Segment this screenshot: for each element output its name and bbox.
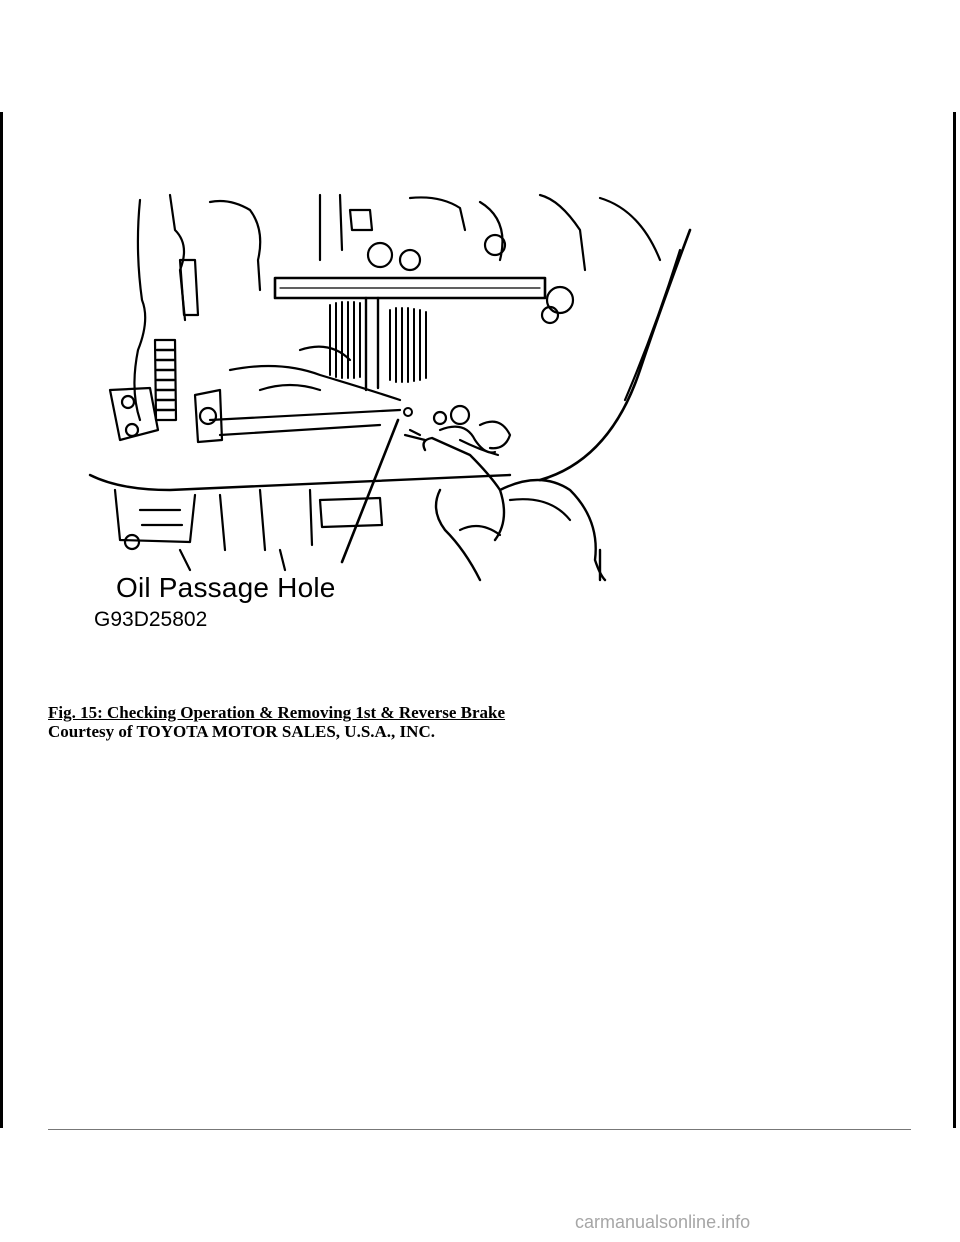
watermark-text: carmanualsonline.info [575,1212,751,1232]
page-border-right [953,112,956,1128]
caption-credit: Courtesy of TOYOTA MOTOR SALES, U.S.A., INC. [48,722,435,741]
caption-title[interactable]: Fig. 15: Checking Operation & Removing 1st & Reverse Brake [48,703,506,722]
figure-caption [48,703,505,741]
figure-illustration [80,190,700,650]
oil-passage-hole-label: Oil Passage Hole [116,572,336,603]
figure-code: G93D25802 [94,608,208,631]
bottom-rule [48,1129,911,1130]
page-border-left [0,112,3,1128]
